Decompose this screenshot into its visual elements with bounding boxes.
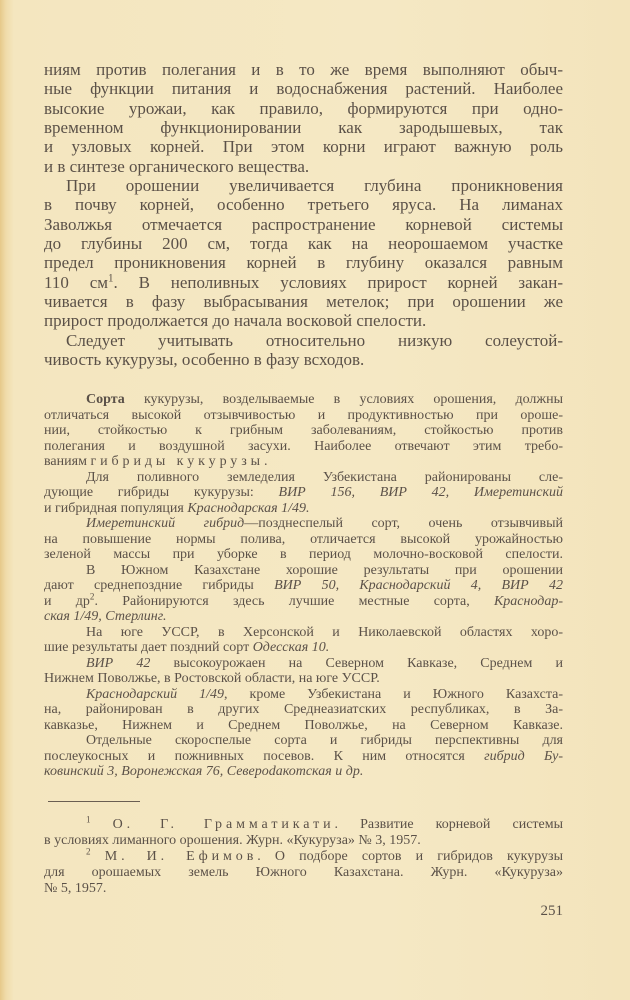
text-line (44, 516, 563, 532)
footnote-marker: 1 (108, 271, 114, 284)
text-run: На юге УССР, в Херсонской и Николаевской областях хоро- (86, 624, 563, 640)
text-line (44, 157, 563, 176)
text-line (44, 137, 563, 156)
text-line (44, 609, 563, 625)
text-line (44, 253, 563, 272)
text-run (91, 849, 105, 864)
italic-text: ВИР 156, ВИР 42, Имеретинский (278, 485, 563, 500)
text-line (44, 195, 563, 214)
spaced-text: гибриды кукурузы (90, 454, 264, 469)
text-line (44, 547, 563, 563)
text-line (44, 392, 563, 408)
page-number: 251 (540, 903, 563, 919)
text-run: При орошении увеличивается глубина проникновения (66, 175, 563, 195)
footnote-marker: 2 (86, 846, 91, 857)
text-line (44, 702, 563, 718)
text-run: В Южном Казахстане хорошие результаты при орошении (86, 562, 563, 578)
text-line (44, 501, 563, 517)
text-line (44, 215, 563, 234)
text-line (44, 485, 563, 501)
text-line (44, 578, 563, 594)
text-run: . О подборе сортов и гибридов кукурузы (257, 849, 563, 864)
footnote-marker: 1 (86, 814, 91, 825)
text-run: высокоурожаен на Северном Кавказе, Среднем и (150, 655, 563, 671)
text-run: на, районирован в других Среднеазиатских республиках, в За- (44, 702, 563, 717)
text-line (44, 470, 563, 486)
main-text (44, 60, 563, 369)
text-line (44, 234, 563, 253)
text-run: дают среднепоздние гибриды (44, 578, 275, 593)
bold-text: Сорта (86, 392, 125, 407)
italic-text: Краснодарский 1/49 (86, 686, 225, 702)
text-run: на повышение нормы полива, отличается высокой урожайностью (44, 531, 563, 547)
text-line (44, 640, 563, 656)
footnote-divider (48, 801, 140, 802)
text-run: шие результаты дает поздний сорт (44, 640, 253, 655)
text-line (44, 625, 563, 641)
text-line (44, 764, 563, 780)
text-run: нии, стойкостью к грибным заболеваниям, стойкостью против (44, 423, 563, 438)
text-line (44, 311, 563, 330)
text-run: № 5, 1957. (44, 881, 107, 896)
footnote-marker: 2 (89, 590, 95, 601)
italic-text: ВИР 42 (86, 655, 151, 671)
italic-text: Одесская 10. (252, 640, 330, 655)
italic-text: гибрид Бу- (484, 748, 563, 764)
text-line (44, 718, 563, 734)
text-run: ные функции питания и водоснабжения растений. Наиболее (44, 79, 563, 99)
text-run: зеленой массы при уборке в период молочно-восковой спелости. (44, 547, 563, 562)
text-run: ниям против полегания и в то же время выполняют обыч- (44, 60, 563, 79)
text-line (44, 350, 563, 369)
text-run: для орошаемых земель Южного Казахстана. Журн. «Кукуруза» (44, 865, 563, 880)
text-line (44, 846, 563, 865)
text-run: 110 см (44, 272, 108, 292)
text-run: Нижнем Поволжье, в Ростовской области, на юге УССР. (44, 671, 380, 686)
text-run: дующие гибриды кукурузы: (44, 485, 279, 500)
text-line (44, 439, 563, 455)
text-run: кукурузы, возделываемые в условиях орошения, должны (124, 392, 563, 407)
text-line (44, 833, 563, 849)
text-line (44, 814, 564, 833)
text-run: чивость кукурузы, особенно в фазу всходов. (44, 349, 365, 369)
text-line (44, 331, 563, 350)
text-run: . Развитие корневой системы (334, 817, 564, 832)
text-line (44, 671, 563, 687)
text-line (44, 292, 563, 311)
text-run: и в синтезе органического вещества. (44, 156, 310, 176)
text-line (44, 865, 563, 881)
text-line (44, 563, 563, 579)
text-run: полегания и воздушной засухи. Наиболее отвечают этим требо- (44, 438, 563, 454)
text-line (44, 881, 563, 897)
text-run: ваниям (44, 454, 91, 469)
text-run: Отдельные скороспелые сорта и гибриды перспективны для (86, 733, 563, 748)
spaced-text: О. Г. Грамматикати (112, 817, 335, 832)
spaced-text: М. И. Ефимов (104, 849, 258, 864)
small-print-section (44, 392, 563, 780)
text-line (44, 176, 563, 195)
text-run: в почву корней, особенно третьего яруса. На лиманах (44, 195, 563, 215)
text-run: , кроме Узбекистана и Южного Казахста- (224, 686, 563, 702)
italic-text: Имеретинский гибрид (86, 516, 245, 531)
text-run: Для поливного земледелия Узбекистана районированы сле- (86, 469, 563, 485)
text-run (91, 817, 113, 832)
italic-text: Краснодар- (494, 593, 564, 609)
text-run: и гибридная популяция (44, 500, 188, 516)
text-line (44, 423, 563, 439)
italic-text: ковинский 3, Воронежская 76, Североdакотская и др. (44, 764, 364, 779)
text-run: в условиях лиманного орошения. Журн. «Кукуруза» № 3, 1957. (44, 833, 421, 848)
text-run: . (264, 454, 268, 469)
text-line (44, 532, 563, 548)
text-line (44, 118, 563, 137)
text-line (44, 273, 563, 292)
text-run: Заволжья отмечается распространение корневой системы (44, 214, 563, 234)
text-run: . В неполивных условиях прирост корней закан- (113, 272, 563, 292)
text-run: —позднеспелый сорт, очень отзывчивый (244, 516, 563, 531)
text-run: послеукосных и пожнивных посевов. К ним относятся (44, 748, 485, 764)
text-run: и др (44, 593, 90, 609)
text-line (44, 749, 563, 765)
text-line (44, 99, 563, 118)
text-run: чивается в фазу выбрасывания метелок; при орошении же (44, 291, 563, 311)
text-line (44, 687, 563, 703)
text-run: кавказье, Нижнем и Среднем Поволжье, на Северном Кавказе. (44, 717, 563, 733)
text-line (44, 454, 563, 470)
footnotes (44, 814, 564, 897)
italic-text: ВИР 50, Краснодарский 4, ВИР 42 (274, 578, 563, 593)
text-run: . Районируются здесь лучшие местные сорта, (94, 593, 494, 609)
italic-text: Краснодарская 1/49. (187, 500, 310, 516)
text-run: временном функционировании как зародышевых, так (44, 117, 563, 137)
text-run: предел проникновения корней в глубину оказался равным (44, 253, 563, 273)
text-line (44, 79, 563, 98)
text-run: высокие урожаи, как правило, формируются при одно- (44, 98, 563, 118)
text-run: и узловых корней. При этом корни играют важную роль (44, 137, 563, 157)
text-run: отличаться высокой отзывчивостью и продуктивностью при ороше- (44, 407, 563, 423)
italic-text: ская 1/49, Стерлинг. (44, 609, 167, 624)
text-line (44, 60, 563, 79)
text-run: Следует учитывать относительно низкую солеустой- (66, 330, 563, 350)
text-line (44, 590, 564, 610)
text-line (44, 656, 563, 672)
text-run: прирост продолжается до начала восковой спелости. (44, 311, 427, 331)
text-line (44, 733, 563, 749)
text-run: до глубины 200 см, тогда как на неорошаемом участке (44, 233, 563, 253)
text-line (44, 408, 563, 424)
